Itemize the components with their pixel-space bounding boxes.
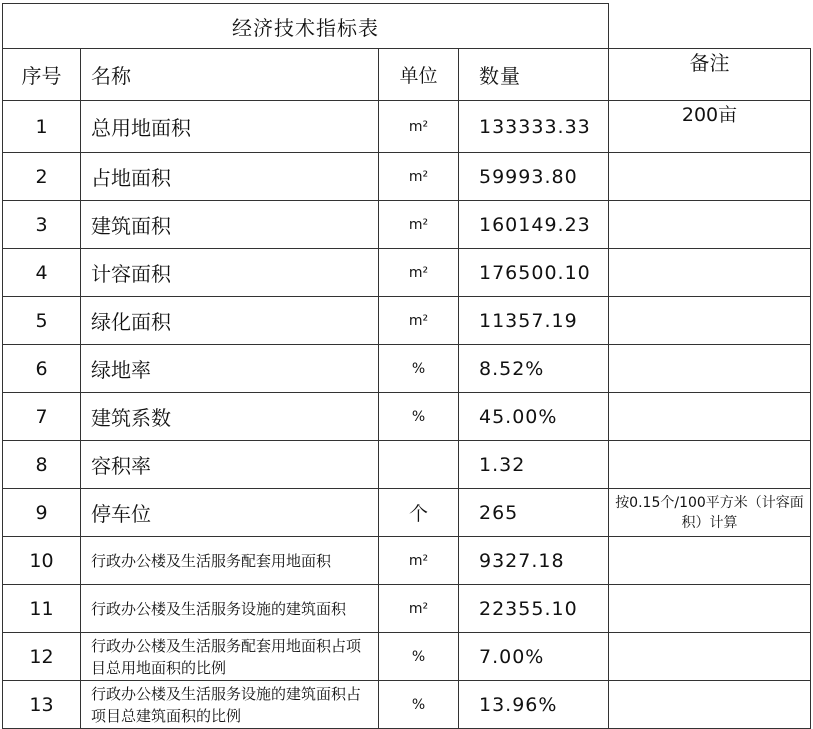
row-no: 11 (3, 585, 81, 633)
row-no: 12 (3, 633, 81, 681)
row-qty: 45.00% (459, 393, 609, 441)
table-row (3, 297, 811, 345)
table-row (3, 345, 811, 393)
row-note (609, 441, 811, 489)
row-no: 1 (3, 101, 81, 153)
row-qty: 9327.18 (459, 537, 609, 585)
table-row (3, 101, 811, 153)
row-unit: 个 (379, 489, 459, 537)
indicator-table (2, 3, 811, 729)
row-name: 计容面积 (81, 249, 379, 297)
row-no: 8 (3, 441, 81, 489)
row-unit: m² (379, 297, 459, 345)
table-row (3, 489, 811, 537)
row-note (609, 201, 811, 249)
row-no: 5 (3, 297, 81, 345)
table-row (3, 633, 811, 681)
row-unit: % (379, 633, 459, 681)
table-row (3, 249, 811, 297)
row-note (609, 393, 811, 441)
row-qty: 7.00% (459, 633, 609, 681)
row-no: 3 (3, 201, 81, 249)
row-qty: 160149.23 (459, 201, 609, 249)
table-row (3, 537, 811, 585)
row-qty: 8.52% (459, 345, 609, 393)
row-unit: % (379, 393, 459, 441)
header-qty: 数量 (459, 49, 609, 101)
row-no: 7 (3, 393, 81, 441)
row-name: 行政办公楼及生活服务设施的建筑面积 (81, 585, 379, 633)
row-qty: 133333.33 (459, 101, 609, 153)
row-unit (379, 441, 459, 489)
row-qty: 13.96% (459, 681, 609, 729)
row-name: 建筑系数 (81, 393, 379, 441)
title-blank-cell (609, 4, 811, 49)
row-name: 绿地率 (81, 345, 379, 393)
row-note (609, 297, 811, 345)
row-unit: m² (379, 153, 459, 201)
row-qty: 59993.80 (459, 153, 609, 201)
row-name: 行政办公楼及生活服务设施的建筑面积占项目总建筑面积的比例 (81, 681, 379, 729)
header-no: 序号 (3, 49, 81, 101)
row-name: 行政办公楼及生活服务配套用地面积占项目总用地面积的比例 (81, 633, 379, 681)
table-row (3, 441, 811, 489)
row-unit: m² (379, 201, 459, 249)
title-row (3, 4, 811, 49)
row-name: 行政办公楼及生活服务配套用地面积 (81, 537, 379, 585)
row-name: 总用地面积 (81, 101, 379, 153)
table-row (3, 585, 811, 633)
row-note (609, 681, 811, 729)
row-note: 按0.15个/100平方米（计容面积）计算 (609, 489, 811, 537)
row-qty: 11357.19 (459, 297, 609, 345)
row-note: 200亩 (609, 101, 811, 153)
row-no: 9 (3, 489, 81, 537)
row-note (609, 249, 811, 297)
header-row (3, 49, 811, 101)
row-no: 6 (3, 345, 81, 393)
row-note (609, 585, 811, 633)
table-row (3, 681, 811, 729)
row-no: 2 (3, 153, 81, 201)
row-note (609, 537, 811, 585)
row-name: 容积率 (81, 441, 379, 489)
row-note (609, 153, 811, 201)
row-name: 占地面积 (81, 153, 379, 201)
table-row (3, 153, 811, 201)
row-no: 4 (3, 249, 81, 297)
table-body (3, 4, 811, 729)
row-qty: 265 (459, 489, 609, 537)
table-title: 经济技术指标表 (3, 4, 609, 49)
row-no: 10 (3, 537, 81, 585)
row-qty: 176500.10 (459, 249, 609, 297)
header-unit: 单位 (379, 49, 459, 101)
row-no: 13 (3, 681, 81, 729)
row-name: 绿化面积 (81, 297, 379, 345)
row-unit: m² (379, 249, 459, 297)
row-unit: % (379, 681, 459, 729)
row-qty: 22355.10 (459, 585, 609, 633)
row-unit: m² (379, 537, 459, 585)
header-name: 名称 (81, 49, 379, 101)
row-name: 停车位 (81, 489, 379, 537)
row-name: 建筑面积 (81, 201, 379, 249)
header-note: 备注 (609, 49, 811, 101)
row-note (609, 633, 811, 681)
row-note (609, 345, 811, 393)
table-row (3, 201, 811, 249)
row-unit: % (379, 345, 459, 393)
row-unit: m² (379, 101, 459, 153)
table-row (3, 393, 811, 441)
row-unit: m² (379, 585, 459, 633)
row-qty: 1.32 (459, 441, 609, 489)
